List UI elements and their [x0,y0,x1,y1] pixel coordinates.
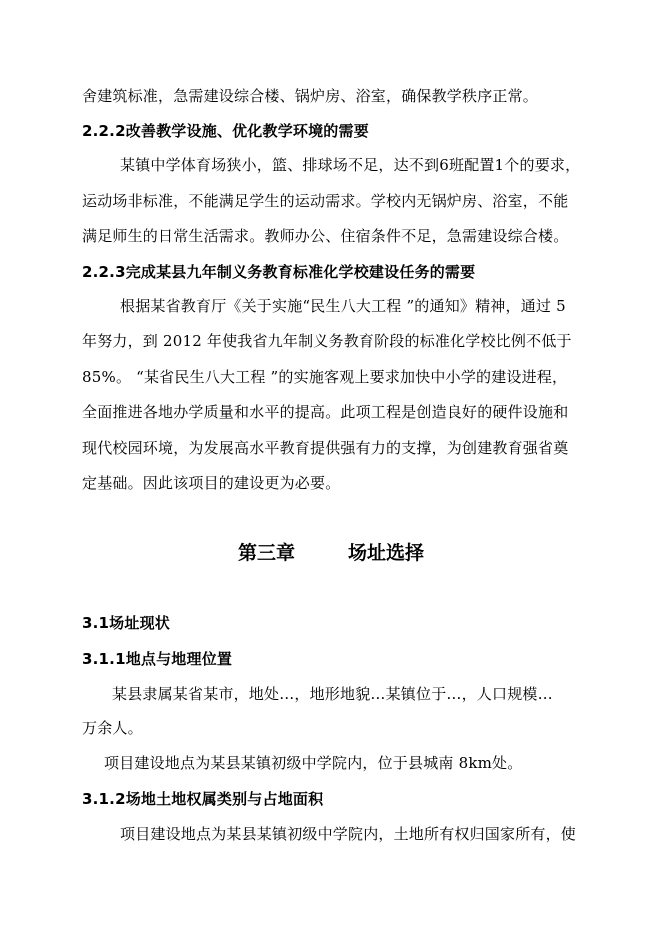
paragraph-line: 某县隶属某省某市，地处…，地形地貌…某镇位于…，人口规模… [112,685,553,703]
paragraph-line: 根据某省教育厅《关于实施“民生八大工程 ”的通知》精神，通过 5 [120,297,566,315]
paragraph-line: 舍建筑标准，急需建设综合楼、锅炉房、浴室，确保教学秩序正常。 [82,87,539,105]
paragraph-line: 85%。 “某省民生八大工程 ”的实施客观上要求加快中小学的建设进程， [82,368,568,386]
paragraph-line: 万余人。 [82,719,143,737]
paragraph-line: 运动场非标准，不能满足学生的运动需求。学校内无锅炉房、浴室，不能 [82,192,569,210]
paragraph-line: 全面推进各地办学质量和水平的提高。此项工程是创造良好的硬件设施和 [82,403,569,421]
paragraph-line: 定基础。因此该项目的建设更为必要。 [82,474,341,492]
paragraph-line: 年努力，到 2012 年使我省九年制义务教育阶段的标准化学校比例不低于 [82,332,572,350]
section-heading-3-1-1: 3.1.1地点与地理位置 [82,650,233,668]
chapter-title: 第三章 场址选择 [238,542,424,564]
paragraph-line: 现代校园环境，为发展高水平教育提供强有力的支撑，为创建教育强省奠 [82,439,569,457]
paragraph-line: 满足师生的日常生活需求。教师办公、住宿条件不足，急需建设综合楼。 [82,227,569,245]
section-heading-3-1: 3.1场址现状 [82,614,170,632]
paragraph-line: 某镇中学体育场狭小，篮、排球场不足，达不到6班配置1个的要求， [120,156,581,174]
section-heading-3-1-2: 3.1.2场地土地权属类别与占地面积 [82,790,324,808]
section-heading-2-2-2: 2.2.2改善教学设施、优化教学环境的需要 [82,122,369,140]
paragraph-line: 项目建设地点为某县某镇初级中学院内，位于县城南 8km处。 [104,754,523,772]
section-heading-2-2-3: 2.2.3完成某县九年制义务教育标准化学校建设任务的需要 [82,263,476,281]
paragraph-line: 项目建设地点为某县某镇初级中学院内，土地所有权归国家所有，使 [120,825,577,843]
